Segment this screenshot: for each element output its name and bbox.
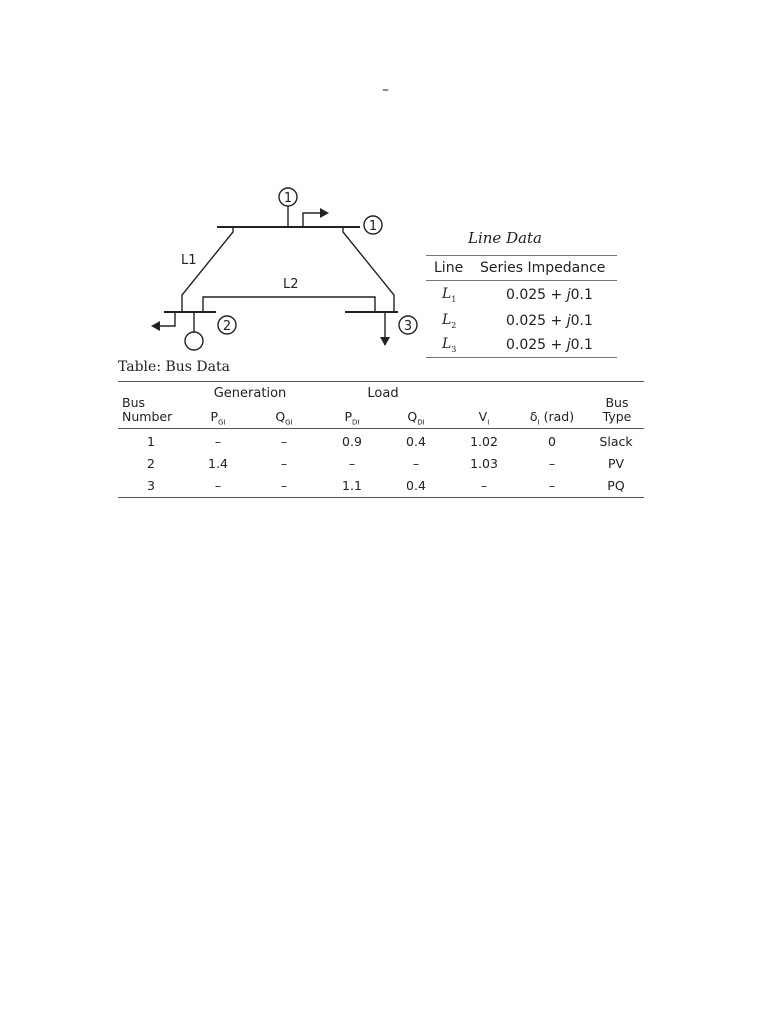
pd-value: 1.1	[342, 478, 362, 493]
pg-value: –	[214, 478, 222, 493]
bus-1-flow-arrow-line	[303, 213, 320, 227]
line-data-title: Line Data	[468, 229, 543, 247]
pg-value: –	[214, 434, 222, 449]
line-table-bottom-rule	[426, 357, 617, 358]
pg-value: 1.4	[208, 456, 228, 471]
qd-value: –	[412, 456, 420, 471]
header-pg: $P_{GI}$	[210, 409, 226, 427]
qg-value: –	[280, 434, 288, 449]
page-mark: –	[382, 82, 389, 98]
line-l2	[203, 297, 375, 312]
header-delta: $\delta_I$ (rad)	[529, 409, 575, 427]
qg-value: –	[280, 478, 288, 493]
header-series-impedance: Series Impedance	[480, 260, 606, 276]
line-l3	[343, 227, 394, 312]
header-bus-type-top: Bus	[605, 395, 629, 410]
delta-value: –	[548, 456, 556, 471]
bus-1-generator-label: 1	[283, 191, 293, 206]
delta-value: 0	[548, 434, 556, 449]
bus-data-title: Table: Bus Data	[118, 359, 230, 375]
line-table-row	[426, 333, 617, 357]
bus-number: 2	[147, 456, 155, 471]
header-load: Load	[367, 386, 399, 401]
bus-table-header-row-1	[118, 382, 644, 410]
header-bus-number: Number	[122, 409, 173, 424]
header-generation: Generation	[213, 386, 287, 401]
bus-number: 3	[147, 478, 155, 493]
line-data-table	[426, 255, 617, 358]
bus-number: 1	[147, 434, 155, 449]
pd-value: –	[348, 456, 356, 471]
bus-2-label: 2	[222, 319, 232, 334]
bus-3-label: 3	[403, 319, 413, 334]
line-name: $L_3$	[442, 336, 457, 354]
line-l1-label: L1	[181, 253, 197, 268]
line-l1	[182, 227, 233, 312]
line-table-header	[426, 256, 617, 280]
qd-value: 0.4	[406, 478, 426, 493]
bus-3-load-arrow-head	[380, 337, 390, 346]
header-qg: $Q_{GI}$	[275, 409, 293, 427]
bus-2-load-arrow-head	[151, 321, 160, 331]
line-name: $L_1$	[442, 286, 457, 304]
bus-1-flow-arrow-head	[320, 208, 329, 218]
line-l2-label: L2	[283, 277, 299, 292]
header-pd: $P_{DI}$	[344, 409, 360, 427]
bus-table-mid-rule	[118, 428, 644, 429]
header-qd: $Q_{DI}$	[407, 409, 425, 427]
header-line: Line	[434, 260, 464, 276]
bus-2-load-arrow-line	[160, 312, 175, 326]
bus-data-table	[118, 381, 644, 498]
bus-type-value: PV	[607, 456, 625, 471]
bus-table-row	[118, 475, 644, 497]
bus-type-value: PQ	[607, 478, 625, 493]
header-bus-type: Type	[602, 409, 632, 424]
bus-type-value: Slack	[599, 434, 633, 449]
delta-value: –	[548, 478, 556, 493]
pd-value: 0.9	[342, 434, 362, 449]
bus-table-row	[118, 453, 644, 475]
bus-2-generator-circle	[185, 332, 203, 350]
header-v: $V_I$	[478, 409, 490, 427]
header-bus-top: Bus	[122, 395, 146, 410]
line-impedance: 0.025 + j0.1	[506, 337, 593, 353]
line-impedance: 0.025 + j0.1	[506, 287, 593, 303]
line-name: $L_2$	[442, 312, 457, 330]
line-impedance: 0.025 + j0.1	[506, 313, 593, 329]
one-line-diagram	[140, 180, 430, 355]
line-table-row	[426, 281, 617, 309]
bus-table-header-row-2	[118, 400, 644, 428]
v-value: –	[480, 478, 488, 493]
bus-table-bottom-rule	[118, 497, 644, 498]
qd-value: 0.4	[406, 434, 426, 449]
bus-1-label: 1	[368, 219, 378, 234]
v-value: 1.02	[470, 434, 498, 449]
qg-value: –	[280, 456, 288, 471]
bus-table-row	[118, 431, 644, 453]
v-value: 1.03	[470, 456, 498, 471]
line-table-row	[426, 309, 617, 333]
